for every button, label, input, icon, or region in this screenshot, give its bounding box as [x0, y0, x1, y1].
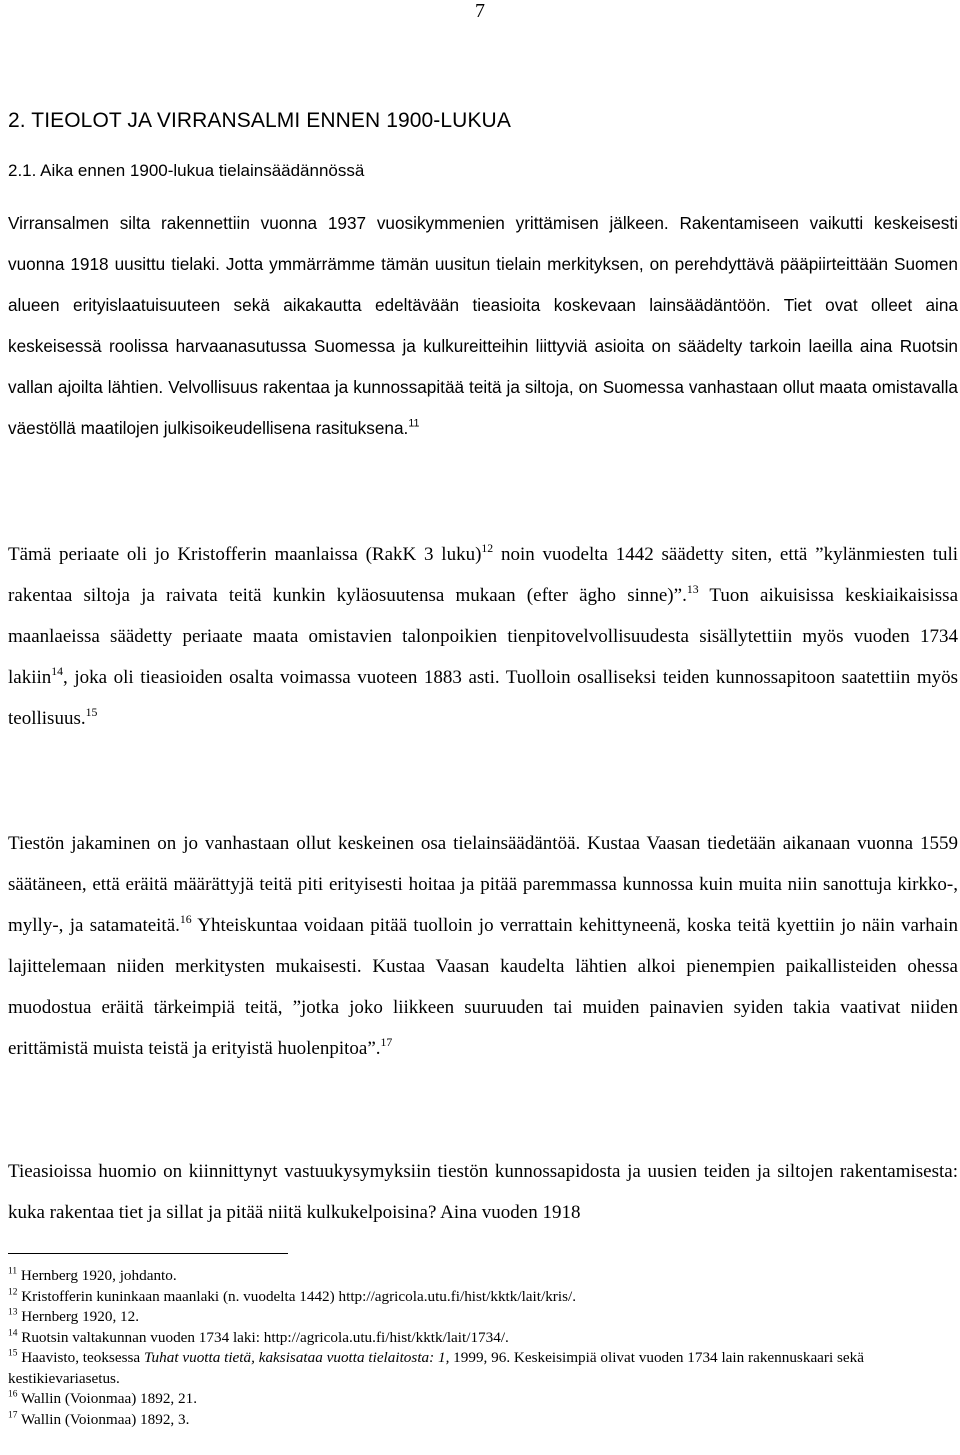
footnote-text: Wallin (Voionmaa) 1892, 3. — [20, 1410, 190, 1428]
footnote-15 — [8, 1348, 953, 1389]
footnote-text: Kristofferin kuninkaan maanlaki (n. vuodelta 1442) http://agricola.utu.fi/hist/kktk/lait/kris/. — [21, 1287, 576, 1305]
paragraph-3 — [8, 823, 958, 1069]
paragraph-2-text-2: noin vuodelta 1442 säädetty siten, että ”kylänmiesten tuli rakentaa siltoja ja raivata teitä kunkin kyläosuutensa mukaan (efter ägho sinne)”. — [8, 544, 958, 606]
paragraph-4 — [8, 1151, 958, 1233]
footnote-ref-15[interactable]: 15 — [85, 705, 98, 719]
footnote-text: Wallin (Voionmaa) 1892, 21. — [20, 1390, 198, 1407]
footnote-separator — [8, 1253, 288, 1254]
paragraph-2-text-1: Tämä periaate oli jo Kristofferin maanlaissa (RakK 3 luku) — [8, 544, 482, 565]
footnote-number: 15 — [8, 1348, 18, 1359]
footnote-number: 14 — [8, 1327, 18, 1338]
page-number: 7 — [475, 0, 485, 22]
footnote-ref-11[interactable]: 11 — [408, 417, 420, 430]
footnote-text: Hernberg 1920, 12. — [21, 1308, 140, 1325]
footnote-ref-12[interactable]: 12 — [481, 541, 494, 555]
footnote-number: 17 — [8, 1409, 18, 1420]
footnote-ref-13[interactable]: 13 — [686, 582, 699, 596]
section-heading: 2.1. Aika ennen 1900-lukua tielainsäädännössä — [8, 161, 365, 180]
footnote-ref-16[interactable]: 16 — [179, 912, 192, 926]
paragraph-3-text-1: Tiestön jakaminen on jo vanhastaan ollut keskeinen osa tielainsäädäntöä. Kustaa Vaasan tiedetään aikanaan vuonna 1559 säätäneen, että eräitä määrättyjä teitä piti erityisesti hoitaa ja pitää paremmassa kunnossa kuin muita niin sanottuja kirkko-, mylly-, ja satamateitä. — [8, 833, 958, 936]
footnote-ref-14[interactable]: 14 — [51, 664, 64, 678]
footnote-text: Ruotsin valtakunnan vuoden 1734 laki: http://agricola.utu.fi/hist/kktk/lait/1734/. — [21, 1328, 509, 1346]
footnote-number: 16 — [8, 1389, 18, 1400]
paragraph-3-text-2: Yhteiskuntaa voidaan pitää tuolloin jo verrattain kehittyneenä, koska teitä kyettiin jo näin varhain lajittelemaan niiden merkitysten mukaisesti. Kustaa Vaasan kaudelta lähtien alkoi pienempien paikallisteiden ohessa muodostua eräitä tärkeimpiä teitä, ”jotka joko liikkeen suuruuden tai muiden painavien syiden takia vaativat niiden erittämistä muista teistä ja erityistä huolenpitoa”. — [8, 915, 958, 1059]
footnote-14 — [8, 1328, 953, 1349]
paragraph-1-text: Virransalmen silta rakennettiin vuonna 1937 vuosikymmenien yrittämisen jälkeen. Rakentamiseen vaikutti keskeisesti vuonna 1918 uusittu tielaki. Jotta ymmärrämme tämän uusitun tielain merkityksen, on perehdyttävä pääpiirteittään Suomen alueen erityislaatuisuuteen sekä aikakautta edeltävään tieasioita koskevaan lainsäädäntöön. Tiet ovat olleet aina keskeisessä roolissa harvaanasutussa Suomessa ja kulkureitteihin liittyviä asioita on säädelty tarkoin laeilla aina Ruotsin vallan ajoilta lähtien. Velvollisuus rakentaa ja kunnossapitää teitä ja siltoja, on Suomessa vanhastaan ollut maata omistavalla väestöllä maatilojen julkisoikeudellisena rasituksena. — [8, 213, 958, 438]
footnote-number: 12 — [8, 1286, 18, 1297]
footnote-text: Hernberg 1920, johdanto. — [20, 1267, 177, 1284]
paragraph-2-text-3: Tuon aikuisissa keskiaikaisissa maanlaeissa säädetty periaate maata omistavien talonpoikien tienpitovelvollisuudesta sisällytettiin myös vuoden 1734 lakiin — [8, 585, 959, 688]
footnote-11 — [8, 1266, 953, 1287]
footnote-text-after: 1999, 96. Keskeisimpiä olivat vuoden 1734 lain rakennuskaari sekä kestikievariasetus. — [8, 1349, 864, 1387]
footnote-number: 13 — [8, 1307, 18, 1318]
footnote-13 — [8, 1307, 953, 1328]
paragraph-1 — [8, 203, 958, 449]
footnote-12 — [8, 1287, 953, 1308]
footnote-ref-17[interactable]: 17 — [380, 1035, 393, 1049]
footnote-list — [8, 1266, 953, 1430]
paragraph-2-text-4: , joka oli tieasioiden osalta voimassa vuoteen 1883 asti. Tuolloin osalliseksi teiden kunnossapitoon saatettiin myös teollisuus. — [8, 667, 958, 729]
chapter-heading: 2. TIEOLOT JA VIRRANSALMI ENNEN 1900-LUKUA — [8, 109, 511, 132]
footnote-17 — [8, 1410, 953, 1431]
footnote-16 — [8, 1389, 953, 1410]
footnote-text-before: Haavisto, teoksessa — [21, 1349, 144, 1366]
footnote-book-title: Tuhat vuotta tietä, kaksisataa vuotta tielaitosta: 1, — [143, 1349, 450, 1366]
footnote-number: 11 — [8, 1266, 18, 1277]
paragraph-2 — [8, 534, 958, 739]
paragraph-4-text: Tieasioissa huomio on kiinnittynyt vastuukysymyksiin tiestön kunnossapidosta ja uusien teiden ja siltojen rakentamisesta: kuka rakentaa tiet ja sillat ja pitää niitä kulkukelpoisina? Aina vuoden 1918 — [8, 1161, 958, 1223]
